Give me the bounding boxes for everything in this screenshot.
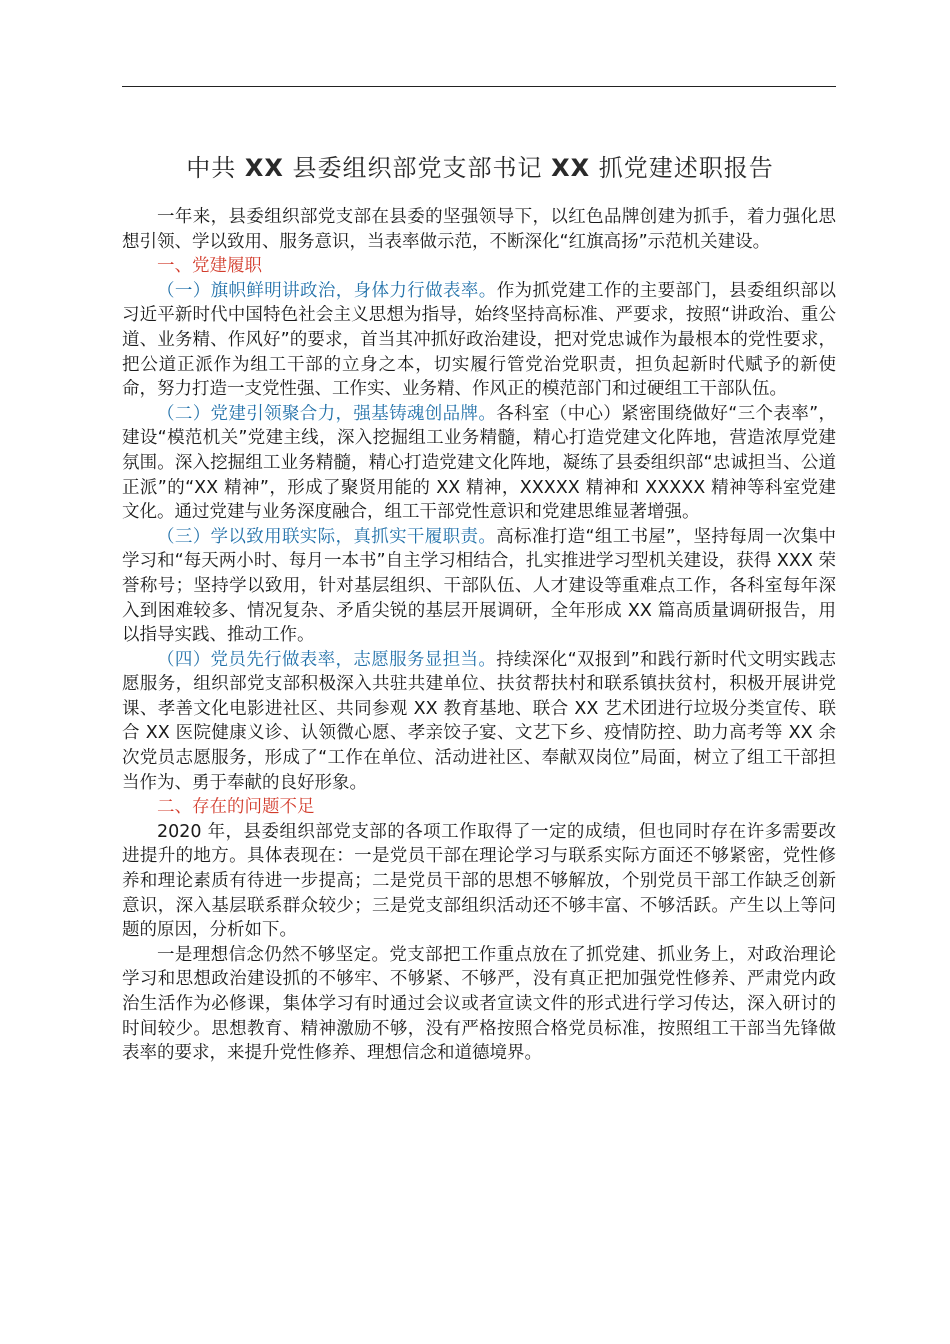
section-1-item-2 <box>122 402 836 525</box>
section-2-paragraph-1: 2020 年，县委组织部党支部的各项工作取得了一定的成绩，但也同时存在许多需要改进提升的地方。具体表现在：一是党员干部在理论学习与联系实际方面还不够紧密，党性修养和理论素质有待进一步提高；二是党员干部的思想不够解放，个别党员干部工作缺乏创新意识，深入基层联系群众较少；三是党支部组织活动还不够丰富、不够活跃。产生以上等问题的原因，分析如下。 <box>122 821 836 941</box>
document-title <box>100 150 860 186</box>
section-2-paragraph-2: 一是理想信念仍然不够坚定。党支部把工作重点放在了抓党建、抓业务上，对政治理论学习和思想政治建设抓的不够牢、不够紧、不够严，没有真正把加强党性修养、严肃党内政治生活作为必修课，集体学习有时通过会议或者宣读文件的形式进行学习传达，深入研讨的时间较少。思想教育、精神激励不够，没有严格按照合格党员标准，按照组工干部当先锋做表率的要求，来提升党性修养、理想信念和道德境界。 <box>122 944 836 1064</box>
section-1-item-3 <box>122 525 836 648</box>
item-2-lead: （二）党建引领聚合力，强基铸魂创品牌。 <box>157 403 497 424</box>
item-3-lead: （三）学以致用联实际，真抓实干履职责。 <box>157 526 497 547</box>
section-1-heading: 一、党建履职 <box>157 256 262 277</box>
item-4-text: 持续深化“双报到”和践行新时代文明实践志愿服务，组织部党支部积极深入共驻共建单位、扶贫帮扶村和联系镇扶贫村，积极开展讲党课、孝善文化电影进社区、共同参观 XX 教育基地、联合 XX 艺术团进行垃圾分类宣传、联合 XX 医院健康义诊、认领微心愿、孝亲饺子宴、文艺下乡、疫情防控、助力高考等 XX 余次党员志愿服务，形成了“工作在单位、活动进社区、奉献双岗位”局面，树立了组工干部担当作为、勇于奉献的良好形象。 <box>122 649 836 793</box>
section-2-heading: 二、存在的问题不足 <box>157 797 315 818</box>
document-body <box>122 205 836 1066</box>
title-part-2: XX <box>244 154 284 182</box>
item-1-lead: （一）旗帜鲜明讲政治，身体力行做表率。 <box>157 280 497 301</box>
item-4-lead: （四）党员先行做表率，志愿服务显担当。 <box>157 649 497 670</box>
item-2-text: 各科室（中心）紧密围绕做好“三个表率”，建设“模范机关”党建主线，深入挖掘组工业务精髓，精心打造党建文化阵地，营造浓厚党建氛围。深入挖掘组工业务精髓，精心打造党建文化阵地，凝练了县委组织部“忠诚担当、公道正派”的“XX 精神”，形成了聚贤用能的 XX 精神，XXXXX 精神和 XXXXX 精神等科室党建文化。通过党建与业务深度融合，组工干部党性意识和党建思维显著增强。 <box>122 403 836 523</box>
title-part-4: XX <box>551 154 591 182</box>
title-part-5: 抓党建述职报告 <box>598 154 774 182</box>
section-1-item-4 <box>122 648 836 796</box>
item-1-text: 作为抓党建工作的主要部门，县委组织部以习近平新时代中国特色社会主义思想为指导，始终坚持高标准、严要求，按照“讲政治、重公道、业务精、作风好”的要求，首当其冲抓好政治建设，把对党忠诚作为最根本的党性要求，把公道正派作为组工干部的立身之本，切实履行管党治党职责，担负起新时代赋予的新使命，努力打造一支党性强、工作实、业务精、作风正的模范部门和过硬组工干部队伍。 <box>122 280 837 400</box>
item-3-text: 高标准打造“组工书屋”，坚持每周一次集中学习和“每天两小时、每月一本书”自主学习相结合，扎实推进学习型机关建设，获得 XXX 荣誉称号；坚持学以致用，针对基层组织、干部队伍、人才建设等重难点工作，各科室每年深入到困难较多、情况复杂、矛盾尖锐的基层开展调研，全年形成 XX 篇高质量调研报告，用以指导实践、推动工作。 <box>122 526 836 646</box>
title-part-1: 中共 <box>186 154 237 182</box>
title-part-3: 县委组织部党支部书记 <box>292 154 543 182</box>
section-1-item-1 <box>122 279 836 402</box>
intro-paragraph: 一年来，县委组织部党支部在县委的坚强领导下，以红色品牌创建为抓手，着力强化思想引领、学以致用、服务意识，当表率做示范，不断深化“红旗高扬”示范机关建设。 <box>122 207 836 252</box>
header-rule <box>122 86 836 87</box>
